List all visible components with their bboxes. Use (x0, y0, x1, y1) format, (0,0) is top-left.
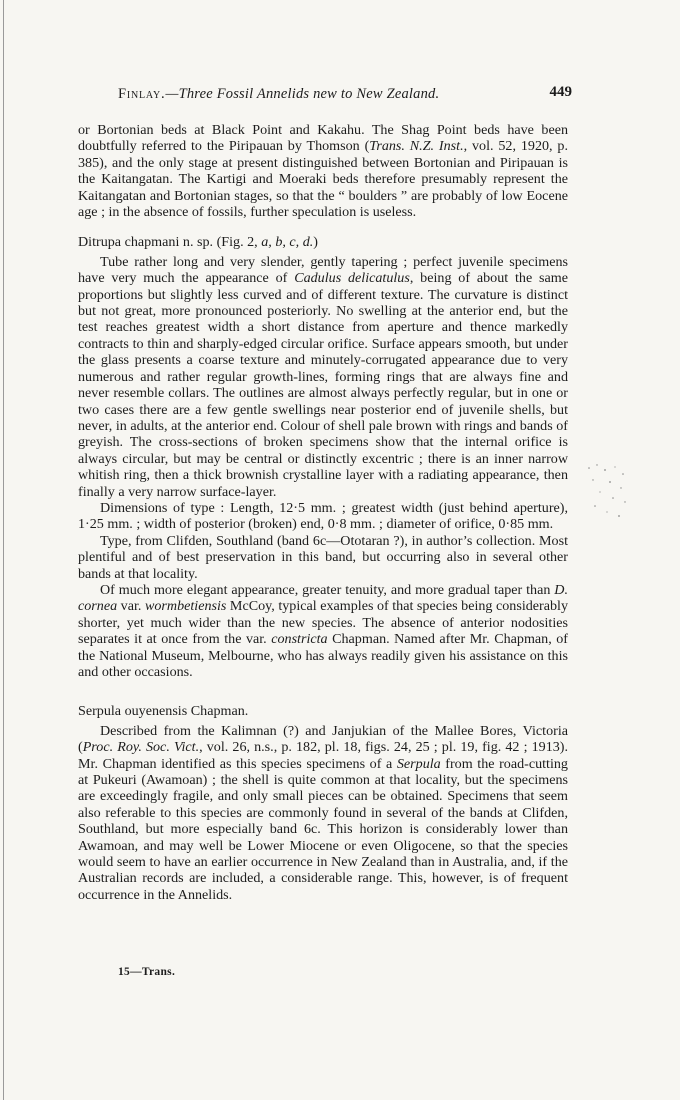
ditrupa-desc-part-2: , being of about the same proportions but slightly less curved and of different texture. The curvature is distinct but not great, more pronounced posteriorly. No swelling at the anterior end, but the test reaches greatest width a short distance from aperture and thence markedly contracts to thin and sharply-edged circular orifice. Surface appears smooth, but under the glass presents a coarse texture and minutely-corrugated appearance due to very numerous and rather regular growth-lines, forming rings that are always fine and never resemble collars. The outlines are almost always perfectly regular, but in one or two cases there are a few gentle swellings near posterior end of juvenile shells, but never, in adults, at the anterior end. Colour of shell pale brown with rings and bands of greyish. The cross-sections of broken specimens show that the internal orifice is always circular, but may be central or distinctly excentric ; there is an inner narrow whitish ring, then a thick brownish crystalline layer with a radiating appearance, then finally a very narrow surface-layer. (78, 270, 568, 500)
ditrupa-heading-close: ) (313, 234, 318, 251)
printer-signature: 15—Trans. (118, 966, 176, 978)
serpula-heading (78, 703, 568, 719)
header-author: Finlay. (118, 86, 166, 102)
ditrupa-figure-letters: a, b, c, d. (261, 234, 314, 251)
intro-rest: vol. 52, 1920, p. 385), and the only stage at present distinguished between Bortonian and Piripauan is the Kaitangatan. The Kartigi and Moeraki beds therefore presumably represent the Kaitangatan and Bortonian stages, so that the “ boulders ” are probably of low Eocene age ; in the absence of fossils, further speculation is useless. (78, 138, 568, 221)
ditrupa-dimensions: Dimensions of type : Length, 12·5 mm. ; greatest width (just behind aperture), 1·25 mm. ; width of posterior (broken) end, 0·8 mm. ; diameter of orifice, 0·85 mm. (78, 499, 568, 533)
running-header (78, 86, 572, 108)
intro-line-2-end: , (463, 138, 468, 155)
compare-variety-1: wormbetiensis (144, 598, 227, 615)
scan-speckle-marks (585, 462, 630, 522)
ditrupa-description (78, 254, 568, 500)
compare-variety-2: constricta (271, 631, 328, 648)
intro-line-1: or Bortonian beds at Black Point and Kakahu. The Shag Point beds have (78, 122, 534, 138)
ditrupa-heading (78, 234, 568, 250)
compare-part-3: McCoy, typical examples of that species being considerably shorter, yet much wider than the new species. The absence of anterior nodosities separates it at once from the var. (78, 598, 568, 648)
serpula-species-name: Serpula ouyenensis (78, 703, 188, 720)
header-title: —Three Fossil Annelids new to New Zealand. (165, 86, 440, 102)
serpula-paragraph (78, 723, 568, 903)
serpula-heading-rest: Chapman. (187, 703, 249, 720)
journal-citation: Trans. N.Z. Inst. (369, 138, 464, 155)
compare-part-4: Chapman. Named after Mr. Chapman, of the National Museum, Melbourne, who has always readily given his assistance on this and other occasions. (78, 631, 568, 680)
article-body (78, 122, 568, 903)
ditrupa-comparison (78, 582, 568, 680)
intro-line-2: been doubtfully referred to the Piripauan by Thomson ( (78, 122, 568, 155)
compare-species: D. cornea (78, 581, 568, 615)
compare-part-2: var. (117, 598, 145, 615)
serpula-part-3: from the road-cutting at Pukeuri (Awamoan) ; the shell is quite common at that locality, but the specimens are exceedingly fragile, and only small pieces can be obtained. Specimens that seem also referable to this species are commonly found in several of the bands at Clifden, Southland, but more especially band 6c. This horizon is considerably lower than Awamoan, and may well be Lower Miocene or even Oligocene, so that the species would seem to have an earlier occurrence in New Zealand than in Australia, and, if the Australian records are included, a considerable range. This, however, is of frequent occurrence in the Annelids. (78, 755, 568, 903)
ditrupa-heading-rest: n. sp. (Fig. 2, (179, 234, 262, 251)
compare-part-1: Of much more elegant appearance, greater tenuity, and more gradual taper than (100, 581, 555, 598)
intro-paragraph (78, 122, 568, 220)
ditrupa-desc-part-1: Tube rather long and very slender, gently tapering ; perfect juvenile specimens have very much the appearance of (78, 253, 568, 287)
serpula-part-1: Described from the Kalimnan (?) and Janjukian of the Mallee Bores, Victoria ( (78, 722, 568, 756)
cadulus-name: Cadulus delicatulus (294, 270, 410, 287)
scan-margin-line (3, 0, 4, 1100)
ditrupa-species-name: Ditrupa chapmani (78, 234, 180, 251)
page-number: 449 (549, 84, 572, 100)
serpula-part-2: , vol. 26, n.s., p. 182, pl. 18, figs. 24, 25 ; pl. 19, fig. 42 ; 1913). Mr. Chapman identified as this species specimens of a (78, 739, 569, 772)
serpula-journal: Proc. Roy. Soc. Vict. (82, 739, 200, 756)
running-head (118, 86, 439, 103)
ditrupa-type: Type, from Clifden, Southland (band 6c—Ototaran ?), in author’s collection. Most plentiful and of best preservation in this band, but occurring also in several other bands at that locality. (78, 532, 568, 582)
serpula-genus: Serpula (396, 755, 441, 772)
